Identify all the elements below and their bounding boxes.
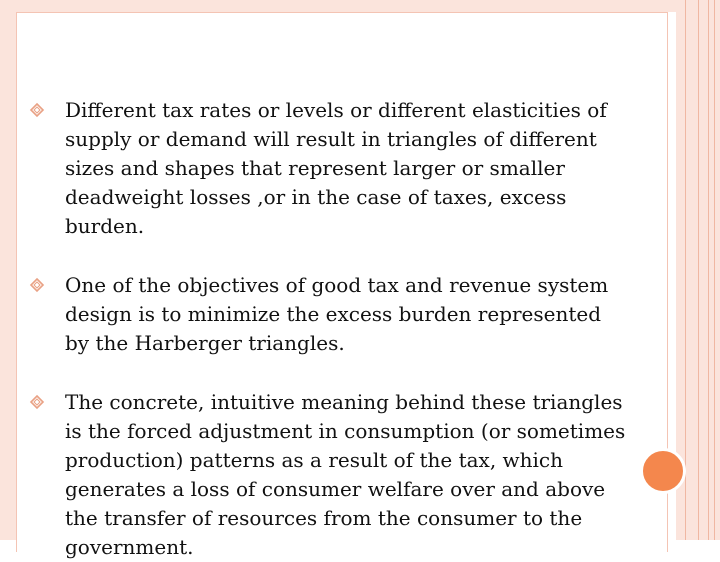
bullet-text: Different tax rates or levels or different elasticities of supply or demand will result in triangles of different sizes and shapes that represent larger or smaller deadweight losses ,or in the case of taxes, excess burden. [65,98,607,238]
right-decor-line [708,0,709,540]
frame-left-band [0,0,16,540]
diamond-outline-icon [30,278,44,292]
bullet-item [30,388,630,562]
bullet-list [30,96,630,562]
right-decor-line [685,0,686,540]
diamond-outline-icon [30,395,44,409]
bullet-text: One of the objectives of good tax and revenue system design is to minimize the excess burden represented by the Harberger triangles. [65,273,609,355]
bullet-item [30,271,630,358]
right-decor-line [698,0,699,540]
bullet-text: The concrete, intuitive meaning behind these triangles is the forced adjustment in consumption (or sometimes production) patterns as a result of the tax, which generates a loss of consumer welfare over and above the transfer of resources from the consumer to the government. [65,390,626,559]
frame-top-band [0,0,720,12]
decorative-orange-circle [640,448,686,494]
bullet-item [30,96,630,241]
diamond-outline-icon [30,103,44,117]
right-decor-line [714,0,715,540]
